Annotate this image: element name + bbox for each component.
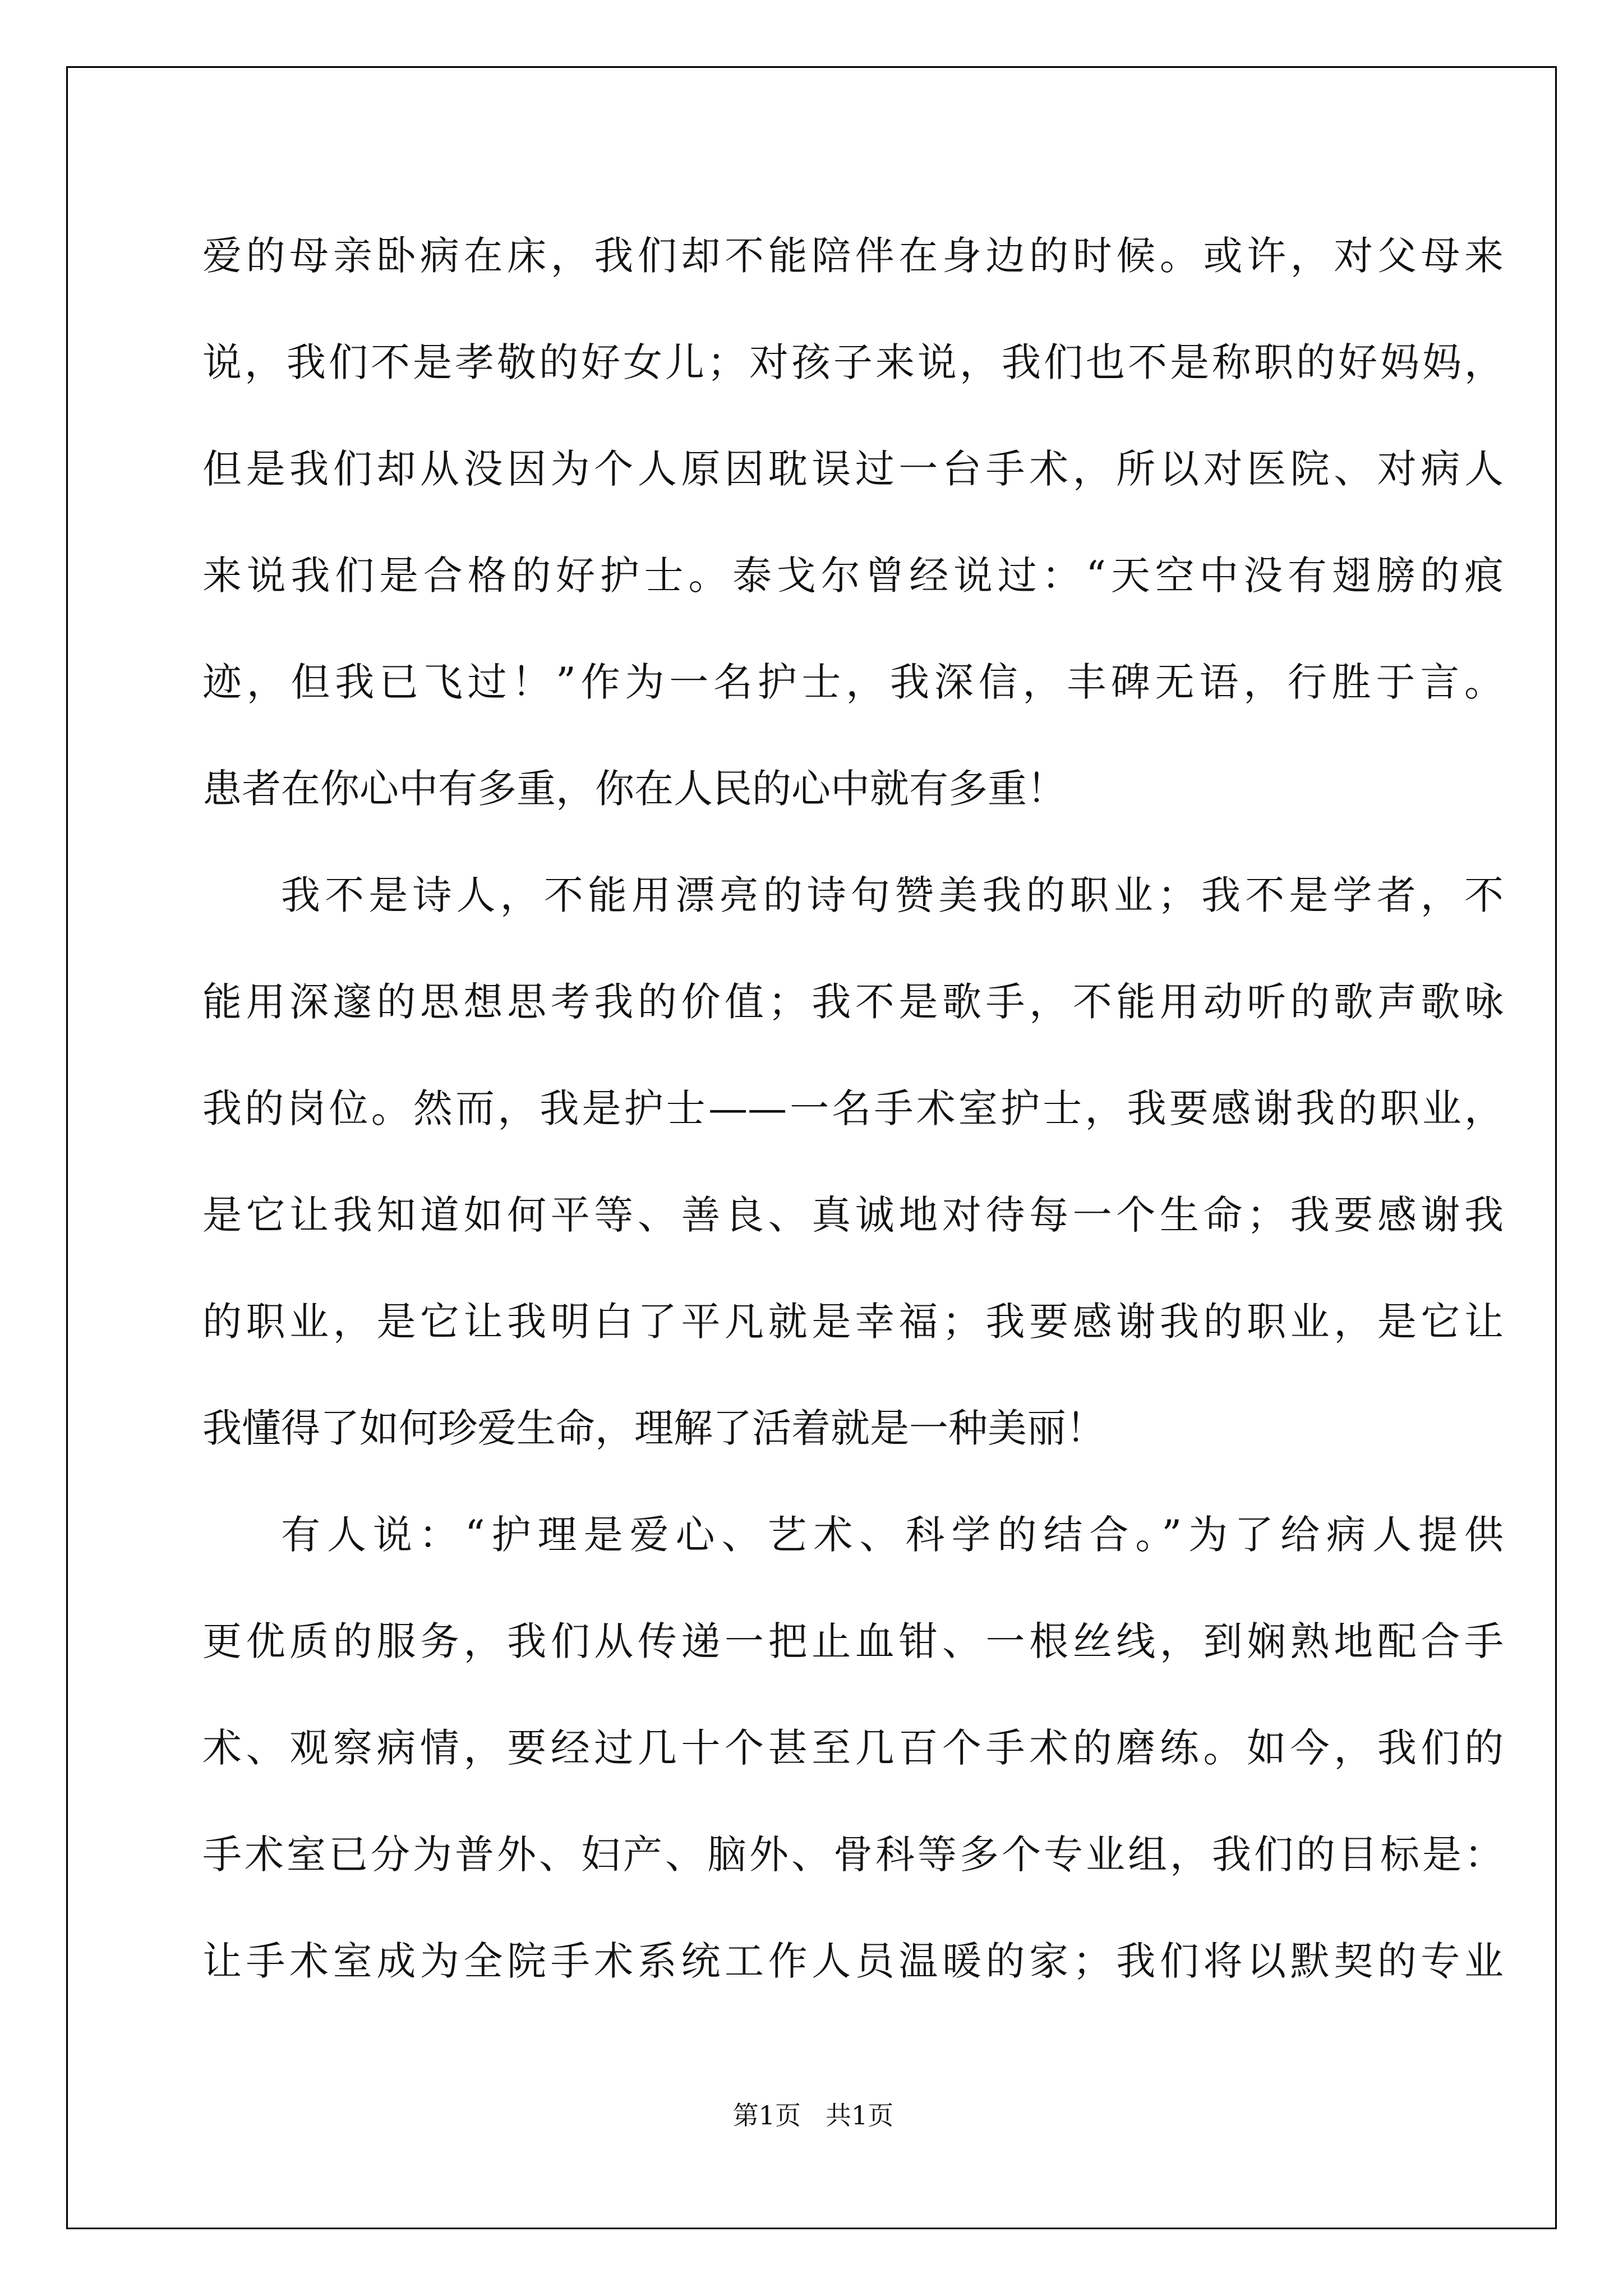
text-line: 的职业，是它让我明白了平凡就是幸福；我要感谢我的职业，是它让 <box>202 1299 1504 1345</box>
text-line: 爱的母亲卧病在床，我们却不能陪伴在身边的时候。或许，对父母来 <box>202 233 1504 279</box>
text-line: 能用深邃的思想思考我的价值；我不是歌手，不能用动听的歌声歌咏 <box>202 979 1504 1025</box>
text-line: 但是我们却从没因为个人原因耽误过一台手术，所以对医院、对病人 <box>202 446 1504 492</box>
page-footer <box>68 2095 1559 2132</box>
page-frame <box>66 66 1557 2229</box>
text-line: 有人说：“护理是爱心、艺术、科学的结合。”为了给病人提供 <box>281 1512 1504 1558</box>
text-line: 患者在你心中有多重，你在人民的心中就有多重！ <box>202 766 1066 812</box>
page-total: 共1页 <box>825 2100 894 2131</box>
text-line: 说，我们不是孝敬的好女儿；对孩子来说，我们也不是称职的好妈妈， <box>202 339 1504 385</box>
page-number: 第1页 <box>732 2100 801 2131</box>
text-line: 手术室已分为普外、妇产、脑外、骨科等多个专业组，我们的目标是： <box>202 1832 1504 1878</box>
document-body <box>202 203 1504 2014</box>
text-line: 来说我们是合格的好护士。泰戈尔曾经说过：“天空中没有翅膀的痕 <box>202 553 1504 599</box>
text-line: 更优质的服务，我们从传递一把止血钳、一根丝线，到娴熟地配合手 <box>202 1618 1504 1664</box>
text-line: 迹，但我已飞过！”作为一名护士，我深信，丰碑无语，行胜于言。 <box>202 659 1504 705</box>
text-line: 我懂得了如何珍爱生命，理解了活着就是一种美丽！ <box>202 1405 1105 1451</box>
text-line: 是它让我知道如何平等、善良、真诚地对待每一个生命；我要感谢我 <box>202 1192 1504 1238</box>
text-line: 我的岗位。然而，我是护士——一名手术室护士，我要感谢我的职业， <box>202 1085 1504 1131</box>
text-line: 术、观察病情，要经过几十个甚至几百个手术的磨练。如今，我们的 <box>202 1725 1504 1771</box>
text-line: 我不是诗人，不能用漂亮的诗句赞美我的职业；我不是学者，不 <box>281 872 1504 918</box>
text-line: 让手术室成为全院手术系统工作人员温暖的家；我们将以默契的专业 <box>202 1938 1504 1984</box>
